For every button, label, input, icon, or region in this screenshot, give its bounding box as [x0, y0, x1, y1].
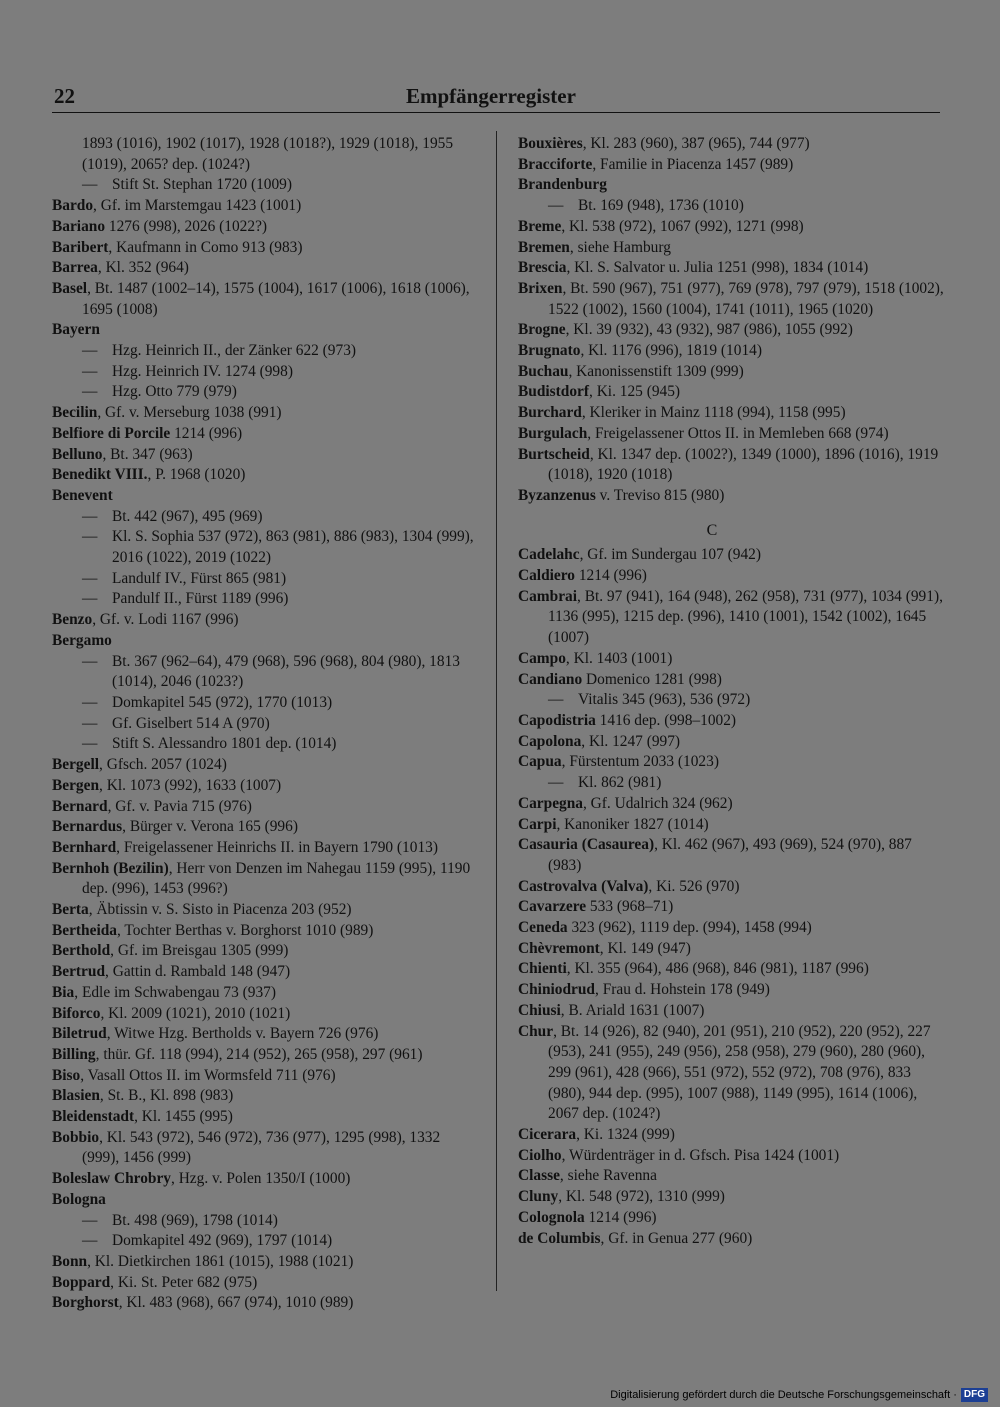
entry-text: , Kl. 149 (947) [599, 939, 691, 957]
register-entry [52, 424, 480, 445]
footer-credit [610, 1388, 988, 1402]
entry-name: Classe [518, 1167, 560, 1185]
subentry-dash: — [82, 528, 98, 546]
register-subentry [518, 690, 946, 711]
register-entry [52, 445, 480, 466]
left-column [52, 134, 480, 1314]
subentry-dash: — [82, 176, 98, 194]
entry-name: Caldiero [518, 567, 576, 585]
entry-name: Bremen [518, 238, 570, 256]
entry-name: Chur [518, 1022, 554, 1040]
entry-text: , Ki. St. Peter 682 (975) [110, 1273, 258, 1291]
entry-text: , B. Ariald 1631 (1007) [560, 1001, 705, 1019]
entry-text: , P. 1968 (1020) [147, 466, 246, 484]
entry-name: Capolona [518, 732, 582, 750]
entry-name: Biforco [52, 1004, 101, 1022]
entry-text: , Bt. 590 (967), 751 (977), 769 (978), 797 (979), 1518 (1002), 1522 (1002), 1560 (1004), 1741 (1011), 1965 (1020) [548, 279, 944, 318]
entry-name: Capua [518, 753, 562, 771]
entry-text: , Kl. 39 (932), 43 (932), 987 (986), 1055 (992) [565, 321, 853, 339]
register-entry [52, 983, 480, 1004]
entry-name: Chiniodrud [518, 981, 595, 999]
subentry-dash: — [82, 735, 98, 753]
entry-name: Brandenburg [518, 176, 607, 194]
register-subentry [52, 362, 480, 383]
entry-name: Burtscheid [518, 445, 590, 463]
entry-name: Cavarzere [518, 898, 587, 916]
entry-name: Bracciforte [518, 155, 593, 173]
entry-text: , Gfsch. 2057 (1024) [99, 756, 227, 774]
subentry-text: Pandulf II., Fürst 1189 (996) [112, 590, 289, 608]
register-entry [52, 1066, 480, 1087]
entry-name: Bergell [52, 756, 100, 774]
register-entry [518, 217, 946, 238]
register-entry [518, 238, 946, 259]
entry-text: , Bt. 97 (941), 164 (948), 262 (958), 731 (977), 1034 (991), 1136 (995), 1215 dep. (996), 1410 (1001), 1542 (1002), 1645 (1007) [548, 587, 943, 647]
entry-name: Bernhoh (Bezilin) [52, 859, 169, 877]
register-entry [52, 320, 480, 341]
entry-text: , Kl. 352 (964) [97, 259, 189, 277]
entry-text: , Kl. S. Salvator u. Julia 1251 (998), 1834 (1014) [566, 259, 869, 277]
entry-name: Borghorst [52, 1294, 119, 1312]
entry-text: , Gf. im Breisgau 1305 (999) [110, 942, 289, 960]
right-column [518, 134, 946, 1249]
subentry-text: Kl. S. Sophia 537 (972), 863 (981), 886 (983), 1304 (999), 2016 (1022), 2019 (1022) [112, 528, 474, 567]
register-entry [52, 1252, 480, 1273]
entry-text: , Frau d. Hohstein 178 (949) [595, 981, 770, 999]
section-letter: C [706, 521, 718, 539]
register-entry [52, 900, 480, 921]
subentry-dash: — [82, 652, 98, 670]
entry-text: , thür. Gf. 118 (994), 214 (952), 265 (958), 297 (961) [95, 1045, 423, 1063]
entry-name: Billing [52, 1045, 96, 1063]
register-entry [518, 382, 946, 403]
register-entry [518, 341, 946, 362]
entry-name: Cadelahc [518, 546, 580, 564]
register-entry [52, 217, 480, 238]
entry-text: , Kl. 2009 (1021), 2010 (1021) [100, 1004, 291, 1022]
footer-text: Digitalisierung gefördert durch die Deutsche Forschungsgemeinschaft · [610, 1389, 957, 1401]
subentry-dash: — [548, 197, 564, 215]
entry-text: , Ki. 1324 (999) [576, 1126, 675, 1144]
entry-name: Bayern [52, 321, 100, 339]
subentry-dash: — [82, 1211, 98, 1229]
register-entry [518, 1001, 946, 1022]
entry-text: , Kl. 1073 (992), 1633 (1007) [99, 776, 282, 794]
register-entry [518, 362, 946, 383]
subentry-dash: — [82, 383, 98, 401]
subentry-text: Domkapitel 492 (969), 1797 (1014) [112, 1232, 333, 1250]
subentry-text: Hzg. Heinrich II., der Zänker 622 (973) [112, 342, 357, 360]
subentry-dash: — [82, 569, 98, 587]
register-entry [518, 649, 946, 670]
register-entry [518, 918, 946, 939]
page-header [52, 82, 940, 113]
entry-text: , Freigelassener Heinrichs II. in Bayern 1790 (1013) [116, 838, 438, 856]
entry-name: Brugnato [518, 342, 581, 360]
register-entry [518, 732, 946, 753]
entry-text: 533 (968–71) [586, 898, 674, 916]
register-entry [518, 1166, 946, 1187]
entry-text: , Würdenträger in d. Gfsch. Pisa 1424 (1001) [561, 1146, 840, 1164]
subentry-dash: — [82, 1232, 98, 1250]
subentry-dash: — [82, 590, 98, 608]
entry-text: , Gf. v. Merseburg 1038 (991) [97, 404, 282, 422]
register-entry [518, 545, 946, 566]
register-entry [52, 1045, 480, 1066]
entry-text: , Hzg. v. Polen 1350/I (1000) [171, 1170, 351, 1188]
entry-name: Bobbio [52, 1128, 100, 1146]
register-entry [518, 587, 946, 649]
register-entry [52, 1128, 480, 1169]
entry-name: Ceneda [518, 919, 568, 937]
register-subentry [52, 1231, 480, 1252]
entry-name: Berta [52, 901, 89, 919]
entry-name: Belluno [52, 445, 103, 463]
register-subentry [52, 652, 480, 693]
entry-name: Biletrud [52, 1025, 107, 1043]
subentry-text: Gf. Giselbert 514 A (970) [112, 714, 270, 732]
entry-name: Brixen [518, 279, 563, 297]
entry-text: , Gf. in Genua 277 (960) [600, 1229, 753, 1247]
entry-text: , Kl. 483 (968), 667 (974), 1010 (989) [118, 1294, 354, 1312]
entry-text: , siehe Hamburg [569, 238, 671, 256]
register-subentry [52, 527, 480, 568]
entry-name: Byzanzenus [518, 486, 596, 504]
entry-text: , Kl. 1403 (1001) [565, 649, 673, 667]
entry-text: 1214 (996) [170, 424, 243, 442]
subentry-dash: — [82, 693, 98, 711]
register-entry [518, 320, 946, 341]
entry-name: de Columbis [518, 1229, 601, 1247]
register-entry [52, 962, 480, 983]
register-entry [52, 755, 480, 776]
dfg-logo: DFG [961, 1388, 988, 1402]
page-number: 22 [54, 84, 75, 108]
register-entry [518, 877, 946, 898]
entry-name: Carpegna [518, 794, 583, 812]
entry-name: Barrea [52, 259, 98, 277]
entry-name: Boleslaw Chrobry [52, 1170, 171, 1188]
register-entry [518, 155, 946, 176]
entry-name: Castrovalva (Valva) [518, 877, 649, 895]
register-entry [52, 1107, 480, 1128]
entry-name: Bergen [52, 776, 100, 794]
entry-name: Cicerara [518, 1126, 577, 1144]
entry-name: Bernardus [52, 818, 123, 836]
subentry-dash: — [82, 714, 98, 732]
register-entry [518, 134, 946, 155]
entry-name: Belfiore di Porcile [52, 424, 171, 442]
entry-text: , Gf. im Sundergau 107 (942) [579, 546, 761, 564]
entry-name: Bernhard [52, 838, 117, 856]
register-entry [518, 959, 946, 980]
register-subentry [52, 382, 480, 403]
entry-text: 323 (962), 1119 dep. (994), 1458 (994) [567, 919, 812, 937]
subentry-text: Hzg. Heinrich IV. 1274 (998) [112, 362, 293, 380]
register-entry [518, 794, 946, 815]
entry-text: , Äbtissin v. S. Sisto in Piacenza 203 (952) [88, 901, 352, 919]
entry-text: , Kanonissenstift 1309 (999) [568, 362, 744, 380]
entry-text: , Familie in Piacenza 1457 (989) [592, 155, 794, 173]
register-entry [518, 486, 946, 507]
register-entry [52, 465, 480, 486]
register-entry [52, 1190, 480, 1211]
subentry-text: Vitalis 345 (963), 536 (972) [578, 691, 751, 709]
entry-name: Bertheida [52, 921, 117, 939]
entry-name: Biso [52, 1066, 81, 1084]
register-entry [518, 1229, 946, 1250]
entry-text: , Kl. 462 (967), 493 (969), 524 (970), 887 (983) [548, 836, 912, 874]
entry-name: Burgulach [518, 424, 588, 442]
register-subentry [52, 693, 480, 714]
register-entry [518, 258, 946, 279]
register-subentry [52, 714, 480, 735]
subentry-text: Bt. 367 (962–64), 479 (968), 596 (968), 804 (980), 1813 (1014), 2046 (1023?) [112, 652, 460, 691]
entry-name: Chèvremont [518, 939, 600, 957]
entry-text: , Edle im Schwabengau 73 (937) [74, 983, 276, 1001]
subentry-text: Stift St. Stephan 1720 (1009) [112, 176, 292, 194]
register-entry [52, 838, 480, 859]
entry-text: , Kl. Dietkirchen 1861 (1015), 1988 (1021) [87, 1252, 354, 1270]
register-entry [518, 175, 946, 196]
entry-text: 1214 (996) [584, 1208, 657, 1226]
subentry-text: Stift S. Alessandro 1801 dep. (1014) [112, 735, 337, 753]
entry-name: Ciolho [518, 1146, 562, 1164]
register-subentry [52, 569, 480, 590]
entry-name: Burchard [518, 404, 582, 422]
entry-name: Budistdorf [518, 383, 589, 401]
entry-text: , Kl. 283 (960), 387 (965), 744 (977) [582, 135, 810, 152]
subentry-dash: — [82, 507, 98, 525]
entry-text: , Gf. Udalrich 324 (962) [582, 794, 733, 812]
subentry-text: Bt. 442 (967), 495 (969) [112, 507, 263, 525]
page-title: Empfängerregister [406, 84, 576, 108]
subentry-dash: — [82, 362, 98, 380]
entry-text: , siehe Ravenna [559, 1167, 657, 1185]
entry-name: Boppard [52, 1273, 111, 1291]
entry-text: , Bt. 1487 (1002–14), 1575 (1004), 1617 (1006), 1618 (1006), 1695 (1008) [82, 279, 470, 318]
register-entry [52, 1293, 480, 1314]
entry-text: v. Treviso 815 (980) [595, 486, 725, 504]
subentry-text: Kl. 862 (981) [578, 774, 662, 792]
entry-name: Bernard [52, 797, 108, 815]
register-entry [518, 897, 946, 918]
register-entry [52, 196, 480, 217]
entry-name: Cluny [518, 1188, 559, 1206]
entry-text: , Kl. 1176 (996), 1819 (1014) [580, 342, 762, 360]
entry-name: Bertrud [52, 963, 106, 981]
entry-text: , Herr von Denzen im Nahegau 1159 (995), 1190 dep. (996), 1453 (996?) [82, 859, 471, 898]
register-entry [518, 445, 946, 486]
entry-name: Benzo [52, 611, 93, 629]
entry-text: , Freigelassener Ottos II. in Memleben 668 (974) [587, 424, 889, 442]
entry-text: , Gf. v. Pavia 715 (976) [107, 797, 252, 815]
register-entry [52, 941, 480, 962]
register-entry [52, 817, 480, 838]
subentry-text: Landulf IV., Fürst 865 (981) [112, 569, 287, 587]
register-subentry [52, 341, 480, 362]
register-entry [52, 258, 480, 279]
entry-text: , Bt. 14 (926), 82 (940), 201 (951), 210 (952), 220 (952), 227 (953), 241 (955), 249 (956), 258 (958), 279 (960), 280 (960), 299 (961), 428 (966), 551 (972), 552 (972), 708 (976), 833 (980), 944 dep. (995), 1007 (988), 1149 (995), 1614 (1006), 2067 dep. (1024?) [548, 1022, 931, 1123]
entry-name: Basel [52, 279, 88, 297]
register-entry [52, 859, 480, 900]
subentry-dash: — [548, 774, 564, 792]
subentry-dash: — [82, 342, 98, 360]
entry-name: Bariano [52, 217, 106, 235]
register-entry [52, 1086, 480, 1107]
register-subentry [52, 1211, 480, 1232]
register-entry [52, 1024, 480, 1045]
register-entry [518, 835, 946, 876]
entry-text: , Ki. 526 (970) [648, 877, 740, 895]
entry-name: Campo [518, 649, 566, 667]
entry-name: Chienti [518, 960, 567, 978]
entry-name: Bardo [52, 197, 94, 215]
entry-name: Bonn [52, 1252, 88, 1270]
entry-text: , Kleriker in Mainz 1118 (994), 1158 (995) [581, 404, 846, 422]
entry-name: Brescia [518, 259, 567, 277]
entry-text: , Kl. 355 (964), 486 (968), 846 (981), 1187 (996) [566, 960, 869, 978]
register-entry [52, 279, 480, 320]
register-entry [518, 279, 946, 320]
register-subentry [518, 196, 946, 217]
entry-text: , Kl. 1247 (997) [581, 732, 681, 750]
register-entry [52, 1169, 480, 1190]
register-entry [52, 403, 480, 424]
subentry-text: Domkapitel 545 (972), 1770 (1013) [112, 693, 333, 711]
entry-name: Bologna [52, 1190, 106, 1208]
register-entry [518, 752, 946, 773]
entry-text: , Gf. im Marstemgau 1423 (1001) [93, 197, 302, 215]
entry-text: , Kl. 543 (972), 546 (972), 736 (977), 1295 (998), 1332 (999), 1456 (999) [82, 1128, 441, 1167]
entry-name: Colognola [518, 1208, 585, 1226]
register-entry [518, 1125, 946, 1146]
register-subentry [52, 507, 480, 528]
register-entry [518, 980, 946, 1001]
entry-text: , Kl. 1347 dep. (1002?), 1349 (1000), 1896 (1016), 1919 (1018), 1920 (1018) [548, 445, 939, 484]
register-continuation [52, 134, 480, 175]
entry-name: Capodistria [518, 711, 596, 729]
entry-name: Brogne [518, 321, 566, 339]
register-entry [518, 424, 946, 445]
entry-name: Casauria (Casaurea) [518, 836, 655, 854]
subentry-text: Hzg. Otto 779 (979) [112, 383, 237, 401]
register-entry [52, 797, 480, 818]
register-entry [52, 631, 480, 652]
entry-name: Candiano [518, 670, 583, 688]
register-entry [52, 1273, 480, 1294]
entry-text: , Bürger v. Verona 165 (996) [122, 818, 298, 836]
register-entry [518, 566, 946, 587]
entry-text: , Gf. v. Lodi 1167 (996) [92, 611, 239, 629]
register-entry [52, 776, 480, 797]
entry-text: , Ki. 125 (945) [589, 383, 681, 401]
register-entry [518, 1022, 946, 1126]
entry-name: Breme [518, 217, 562, 235]
register-entry [518, 1208, 946, 1229]
entry-text: , Kl. 548 (972), 1310 (999) [558, 1188, 725, 1206]
register-entry [518, 403, 946, 424]
register-entry [52, 921, 480, 942]
entry-text: 1214 (996) [575, 567, 647, 585]
entry-name: Carpi [518, 815, 557, 833]
entry-text: , Vasall Ottos II. im Wormsfeld 711 (976) [80, 1066, 336, 1084]
register-entry [518, 670, 946, 691]
entry-text: Domenico 1281 (998) [582, 670, 722, 688]
register-subentry [52, 734, 480, 755]
column-divider [496, 131, 497, 1291]
continuation-text: 1893 (1016), 1902 (1017), 1928 (1018?), 1929 (1018), 1955 (1019), 2065? dep. (1024?) [82, 135, 454, 173]
register-entry [518, 815, 946, 836]
entry-name: Blasien [52, 1087, 100, 1105]
subentry-text: Bt. 498 (969), 1798 (1014) [112, 1211, 278, 1229]
entry-name: Berthold [52, 942, 111, 960]
entry-text: , Tochter Berthas v. Borghorst 1010 (989) [116, 921, 374, 939]
entry-name: Baribert [52, 238, 109, 256]
entry-text: , Kanoniker 1827 (1014) [556, 815, 709, 833]
entry-name: Cambrai [518, 587, 577, 605]
register-subentry [518, 773, 946, 794]
register-subentry [52, 175, 480, 196]
subentry-text: Bt. 169 (948), 1736 (1010) [578, 197, 744, 215]
register-entry [52, 1004, 480, 1025]
entry-name: Becilin [52, 404, 98, 422]
register-entry [52, 486, 480, 507]
entry-name: Bergamo [52, 631, 112, 649]
entry-name: Benedikt VIII. [52, 466, 148, 484]
entry-text: , Gattin d. Rambald 148 (947) [105, 963, 291, 981]
entry-text: , Kl. 538 (972), 1067 (992), 1271 (998) [561, 217, 804, 235]
entry-text: 1416 dep. (998–1002) [595, 711, 737, 729]
register-entry [52, 610, 480, 631]
entry-name: Bouxières [518, 135, 583, 152]
entry-name: Chiusi [518, 1001, 561, 1019]
register-entry [518, 1187, 946, 1208]
register-subentry [52, 589, 480, 610]
register-entry [52, 238, 480, 259]
subentry-dash: — [548, 691, 564, 709]
register-entry [518, 939, 946, 960]
entry-text: , Bt. 347 (963) [102, 445, 193, 463]
entry-text: , Kl. 1455 (995) [134, 1108, 233, 1126]
entry-name: Bia [52, 983, 75, 1001]
entry-text: , St. B., Kl. 898 (983) [99, 1087, 234, 1105]
register-entry [518, 1146, 946, 1167]
entry-name: Bleidenstadt [52, 1108, 135, 1126]
entry-name: Benevent [52, 486, 113, 504]
register-entry [518, 711, 946, 732]
entry-name: Buchau [518, 362, 569, 380]
entry-text: , Fürstentum 2033 (1023) [561, 753, 719, 771]
entry-text: , Kaufmann in Como 913 (983) [108, 238, 303, 256]
entry-text: , Witwe Hzg. Bertholds v. Bayern 726 (976) [106, 1025, 379, 1043]
entry-text: 1276 (998), 2026 (1022?) [105, 217, 268, 235]
